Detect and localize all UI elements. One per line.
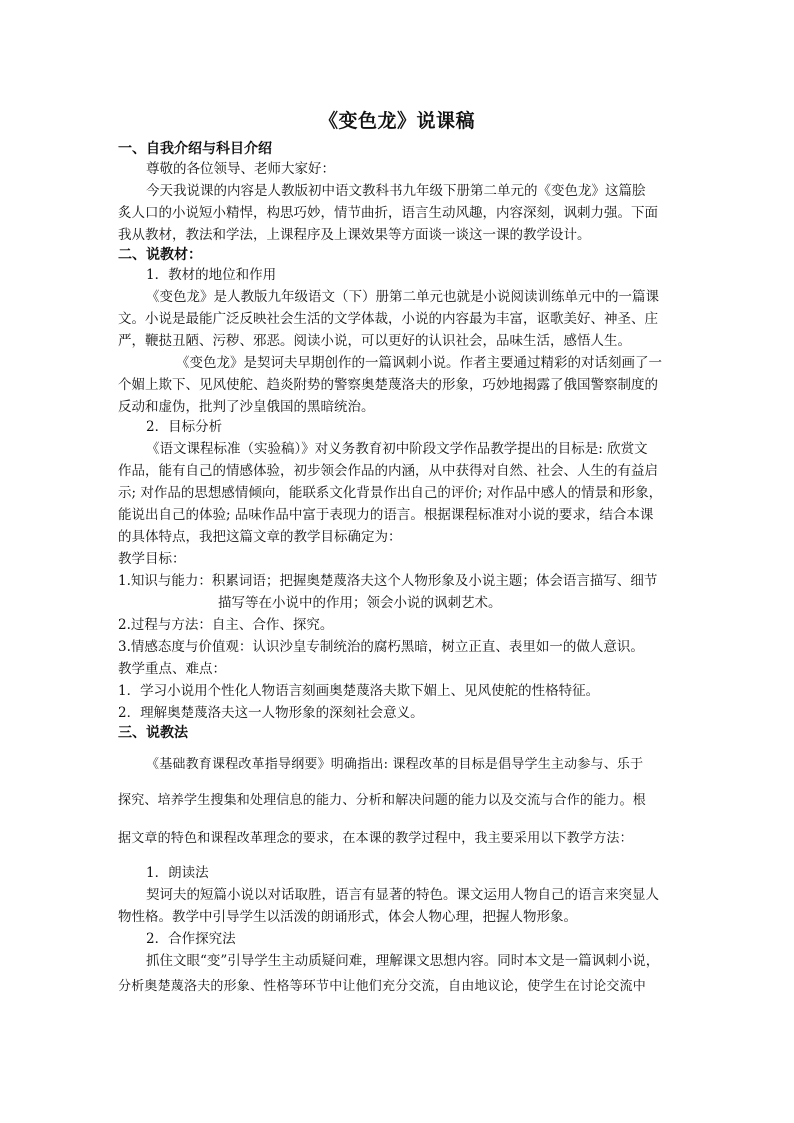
subsection-heading: 1．教材的地位和作用 [146, 267, 277, 283]
document-title: 《变色龙》说课稿 [318, 110, 475, 132]
paragraph-line: 据文章的特色和课程改革理念的要求，在本课的教学过程中，我主要采用以下教学方法： [118, 831, 633, 846]
section-heading-1: 一、自我介绍与科目介绍 [118, 141, 272, 157]
paragraph-line: 今天我说课的内容是人教版初中语文教科书九年级下册第二单元的《变色龙》这篇脍 [146, 183, 646, 199]
list-item: 1．学习小说用个性化人物语言刻画奥楚蔑洛夫欺下媚上、见风使舵的性格特征。 [118, 683, 600, 699]
list-item: 2.过程与方法：自主、合作、探究。 [118, 617, 334, 633]
paragraph-line: 尊敬的各位领导、老师大家好： [146, 161, 335, 177]
subsection-heading: 1．朗读法 [146, 865, 209, 881]
paragraph-line: 抓住文眼“变”引导学生主动质疑问难，理解课文思想内容。同时本文是一篇讽刺小说， [146, 953, 660, 969]
paragraph-line: 《语文课程标准（实验稿）》对义务教育初中阶段文学作品教学提出的目标是: 欣赏文 [146, 441, 648, 457]
paragraph-line: 能说出自己的体验; 品味作品中富于表现力的语言。根据课程标准对小说的要求，结合本课 [118, 507, 654, 523]
subsection-heading: 2．目标分析 [146, 419, 223, 435]
list-item: 2．理解奥楚蔑洛夫这一人物形象的深刻社会意义。 [118, 705, 424, 721]
paragraph-line: 作品，能有自己的情感体验，初步领会作品的内涵，从中获得对自然、社会、人生的有益启 [118, 463, 658, 479]
list-item-continuation: 描写等在小说中的作用；领会小说的讽刺艺术。 [218, 595, 502, 611]
paragraph-line: 反动和虚伪，批判了沙皇俄国的黑暗统治。 [118, 399, 375, 415]
paragraph-line: 个媚上欺下、见风使舵、趋炎附势的警察奥楚蔑洛夫的形象，巧妙地揭露了俄国警察制度的 [118, 377, 658, 393]
list-item: 3.情感态度与价值观：认识沙皇专制统治的腐朽黑暗，树立正直、表里如一的做人意识。 [118, 639, 644, 655]
paragraph-line: 炙人口的小说短小精悍，构思巧妙，情节曲折，语言生动风趣，内容深刻，讽刺力强。下面 [118, 205, 658, 221]
paragraph-line: 《变色龙》是契诃夫早期创作的一篇讽刺小说。作者主要通过精彩的对话刻画了一 [176, 355, 662, 371]
section-heading-2: 二、说教材： [118, 247, 202, 263]
paragraph-line: 物性格。教学中引导学生以活泼的朗诵形式，体会人物心理，把握人物形象。 [118, 909, 577, 925]
paragraph-line: 探究、培养学生搜集和处理信息的能力、分析和解决问题的能力以及交流与合作的能力。根 [118, 793, 647, 808]
paragraph-line: 《变色龙》是人教版九年级语文（下）册第二单元也就是小说阅读训练单元中的一篇课 [146, 289, 659, 305]
paragraph-line: 分析奥楚蔑洛夫的形象、性格等环节中让他们充分交流，自由地议论，使学生在讨论交流中 [118, 979, 647, 994]
section-heading-3: 三、说教法 [118, 725, 188, 741]
paragraph-line: 示; 对作品的思想感情倾向，能联系文化背景作出自己的评价; 对作品中感人的情景和形象， [118, 485, 663, 501]
paragraph-line: 文。小说是最能广泛反映社会生活的文学体裁，小说的内容最为丰富，讴歌美好、神圣、庄 [118, 311, 658, 327]
paragraph-line: 我从教材，教法和学法，上课程序及上课效果等方面谈一谈这一课的教学设计。 [118, 227, 591, 243]
label-line: 教学重点、难点： [118, 661, 226, 677]
paragraph-line: 《基础教育课程改革指导纲要》明确指出: 课程改革的目标是倡导学生主动参与、乐于 [146, 757, 644, 772]
paragraph-line: 的具体特点，我把这篇文章的教学目标确定为： [118, 529, 402, 545]
paragraph-line: 契诃夫的短篇小说以对话取胜，语言有显著的特色。课文运用人物自己的语言来突显人 [146, 887, 659, 903]
list-item: 1.知识与能力：积累词语；把握奥楚蔑洛夫这个人物形象及小说主题；体会语言描写、细节 [118, 573, 658, 589]
subsection-heading: 2．合作探究法 [146, 931, 236, 947]
paragraph-line: 严，鞭挞丑陋、污秽、邪恶。阅读小说，可以更好的认识社会，品味生活，感悟人生。 [118, 333, 631, 349]
label-line: 教学目标： [118, 551, 186, 567]
